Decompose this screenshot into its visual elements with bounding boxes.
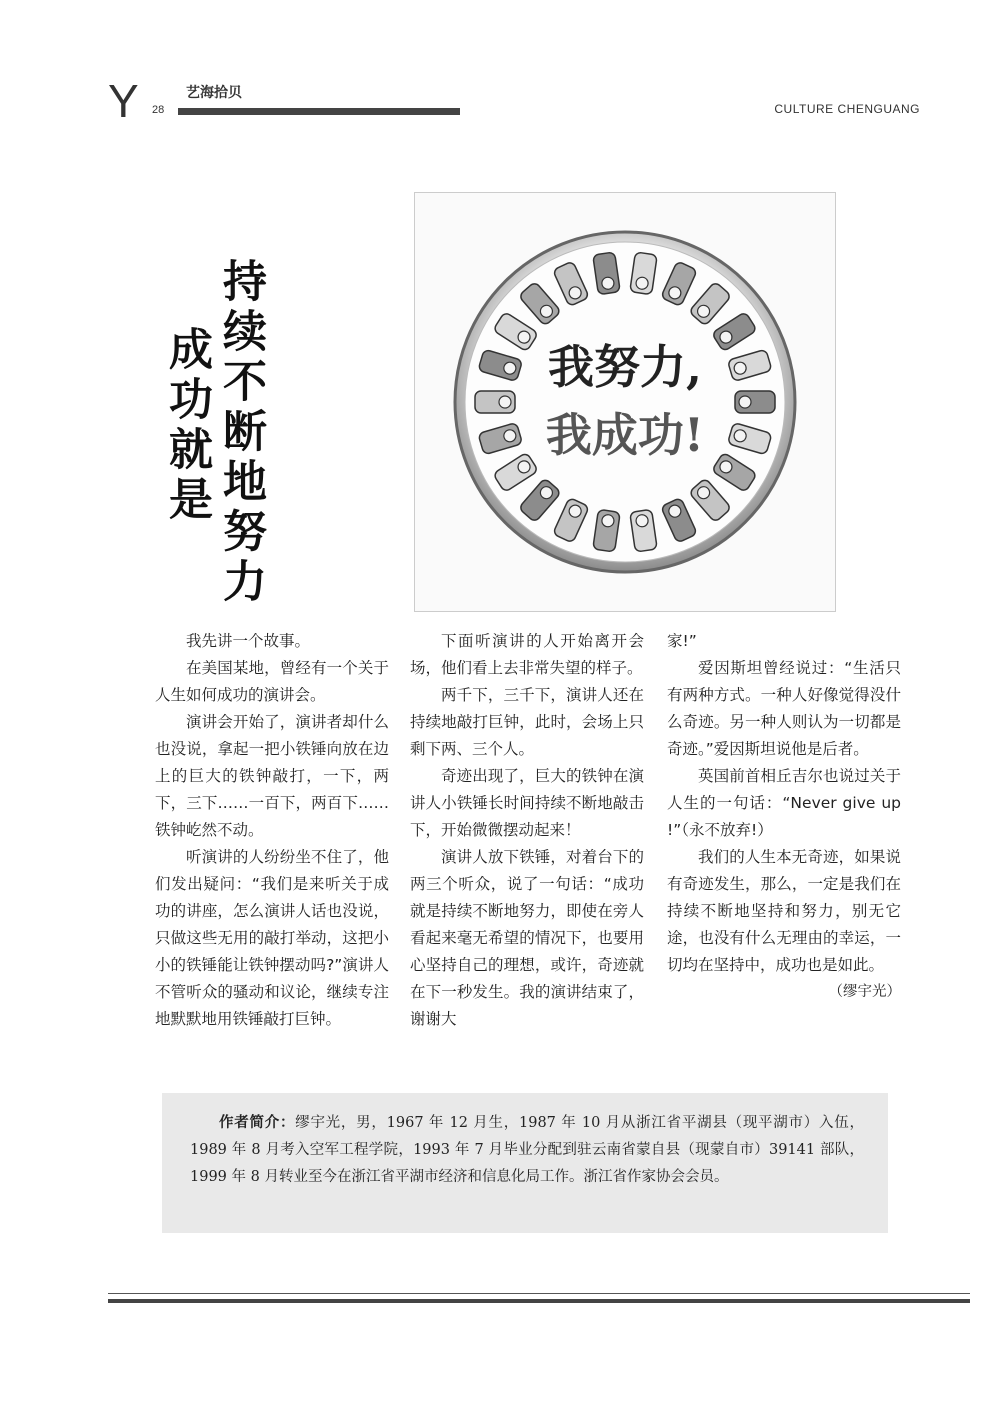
article-title-line1: 持续不断地努力 — [215, 258, 266, 608]
illustration-plate — [414, 192, 836, 612]
paragraph: 奇迹出现了，巨大的铁钟在演讲人小铁锤长时间持续不断地敲击下，开始微微摆动起来！ — [410, 767, 644, 839]
article-column-1 — [155, 628, 389, 1033]
figure-icon — [593, 509, 620, 552]
author-bio-text: 缪宇光，男，1967 年 12 月生，1987 年 10 月从浙江省平湖县（现平湖市）入伍，1989 年 8 月考入空军工程学院，1993 年 7 月毕业分配到驻云南省蒙自县（现蒙自市）39141 部队，1999 年 8 月转业至今在浙江省平湖市经济和信息化局工作。浙江省作家协会会员。 — [190, 1115, 864, 1185]
paragraph: 我们的人生本无奇迹，如果说有奇迹发生，那么，一定是我们在持续不断地坚持和努力，别无它途，也没有什么无理由的幸运，一切均在坚持中，成功也是如此。 — [667, 848, 901, 974]
paragraph: 听演讲的人纷纷坐不住了，他们发出疑问：“我们是来听关于成功的讲座，怎么演讲人话也没说，只做这些无用的敲打举动，这把小小的铁锤能让铁钟摆动吗?”演讲人不管听众的骚动和议论，继续专注地默默地用铁锤敲打巨钟。 — [155, 848, 389, 1028]
paragraph: 下面听演讲的人开始离开会场，他们看上去非常失望的样子。 — [410, 632, 644, 677]
illustration-text-line1: 我努力, — [547, 340, 703, 394]
paragraph: 两千下，三千下，演讲人还在持续地敲打巨钟，此时，会场上只剩下两、三个人。 — [410, 686, 644, 758]
paragraph: 英国前首相丘吉尔也说过关于人生的一句话：“Never give up !”（永不放弃!） — [667, 767, 901, 839]
header-bar — [178, 108, 460, 115]
paragraph: 演讲会开始了，演讲者却什么也没说，拿起一把小铁锤向放在边上的巨大的铁钟敲打，一下，两下，三下……一百下，两百下……铁钟屹然不动。 — [155, 713, 389, 839]
article-column-3 — [667, 628, 901, 1006]
page-number: 28 — [152, 104, 165, 116]
author-bio-label: 作者简介： — [219, 1114, 296, 1131]
figure-icon — [593, 252, 620, 295]
footer-rule-thick — [108, 1299, 970, 1303]
author-bio-box — [162, 1093, 888, 1233]
paragraph: 在美国某地，曾经有一个关于人生如何成功的演讲会。 — [155, 659, 389, 704]
figure-icon — [735, 391, 775, 413]
illustration-text-line2: 我成功! — [545, 408, 705, 462]
paragraph: 我先讲一个故事。 — [186, 632, 311, 650]
article-title-line2: 成功就是 — [161, 326, 212, 526]
magazine-logo-letter: Y — [108, 75, 139, 127]
section-title: 艺海拾贝 — [186, 85, 242, 101]
author-signature: （缪宇光） — [828, 984, 901, 1000]
publication-name: CULTURE CHENGUANG — [774, 102, 920, 116]
figure-icon — [630, 509, 657, 552]
author-bio — [190, 1109, 864, 1191]
footer-rule-thin — [108, 1293, 970, 1294]
paragraph-continuation: 家!” — [667, 632, 697, 650]
figure-icon — [630, 252, 657, 295]
paragraph: 爱因斯坦曾经说过：“生活只有两种方式。一种人好像觉得没什么奇迹。另一种人则认为一切都是奇迹。”爱因斯坦说他是后者。 — [667, 659, 901, 758]
article-column-2 — [410, 628, 644, 1033]
paragraph: 演讲人放下铁锤，对着台下的两三个听众，说了一句话：“成功就是持续不断地努力，即使在旁人看起来毫无希望的情况下，也要用心坚持自己的理想，或许，奇迹就在下一秒发生。我的演讲结束了，谢谢大 — [410, 848, 644, 1028]
figure-icon — [475, 391, 515, 413]
